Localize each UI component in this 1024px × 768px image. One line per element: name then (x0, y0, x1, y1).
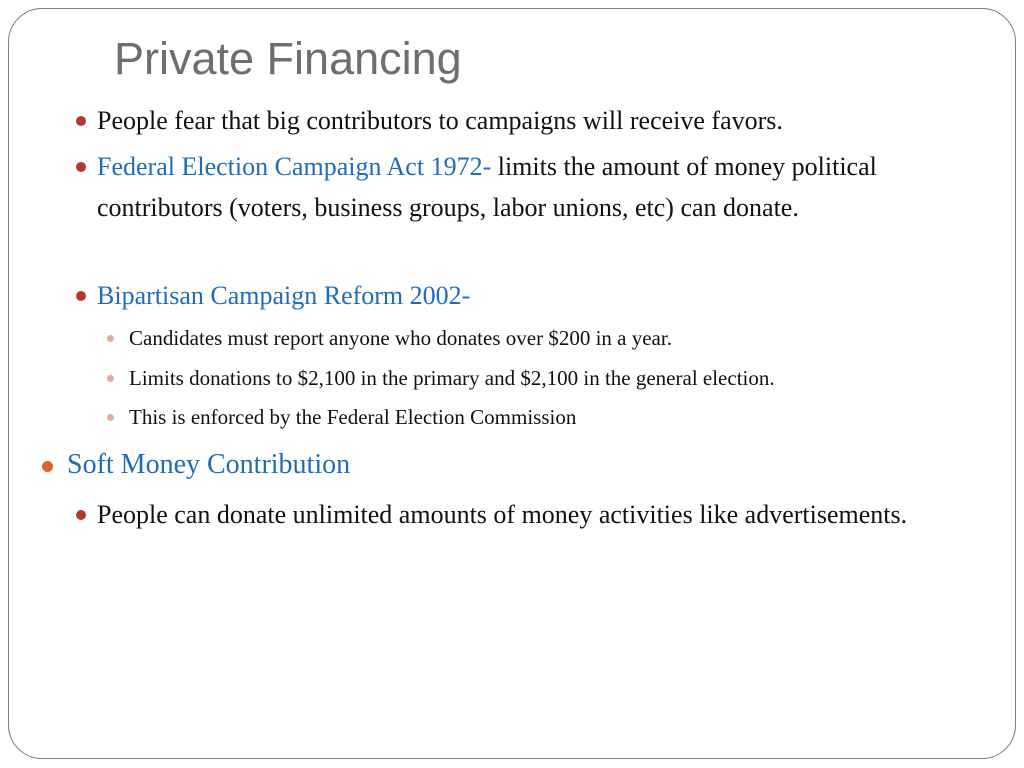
sub-bullet-text: Candidates must report anyone who donates over $200 in a year. (129, 326, 672, 350)
bullet-bcra (97, 275, 967, 316)
bullet-dot-icon (76, 116, 86, 126)
soft-money-link[interactable]: Soft Money Contribution (67, 449, 351, 480)
slide-title: Private Financing (114, 33, 462, 84)
bullet-dot-icon (76, 291, 86, 301)
bullet-text: People fear that big contributors to campaigns will receive favors. (97, 106, 783, 135)
sub-bullet-dot-icon (107, 375, 114, 382)
sub-bullet-dot-icon (107, 335, 114, 342)
bullet-text: limits the amount of money political contributors (voters, business groups, labor unions, etc) can donate. (97, 152, 877, 222)
sub-bullet-text: This is enforced by the Federal Election Commission (129, 405, 577, 429)
sub-bullet-fec-enforcement (129, 403, 989, 431)
sub-bullet-dot-icon (107, 414, 114, 421)
bullet-contributors-fear (97, 100, 967, 141)
bullet-dot-icon (42, 461, 53, 472)
bullet-dot-icon (76, 510, 86, 520)
bullet-feca (97, 146, 967, 228)
bullet-soft-money-detail (97, 494, 967, 535)
sub-bullet-donation-limits (129, 364, 989, 392)
feca-link[interactable]: Federal Election Campaign Act 1972- (97, 152, 492, 181)
sub-bullet-report-donors (129, 324, 989, 352)
bullet-soft-money (67, 445, 967, 485)
sub-bullet-text: Limits donations to $2,100 in the primary and $2,100 in the general election. (129, 366, 775, 390)
bullet-text: People can donate unlimited amounts of money activities like advertisements. (97, 500, 908, 529)
bcra-link[interactable]: Bipartisan Campaign Reform 2002- (97, 281, 471, 310)
bullet-dot-icon (76, 162, 86, 172)
